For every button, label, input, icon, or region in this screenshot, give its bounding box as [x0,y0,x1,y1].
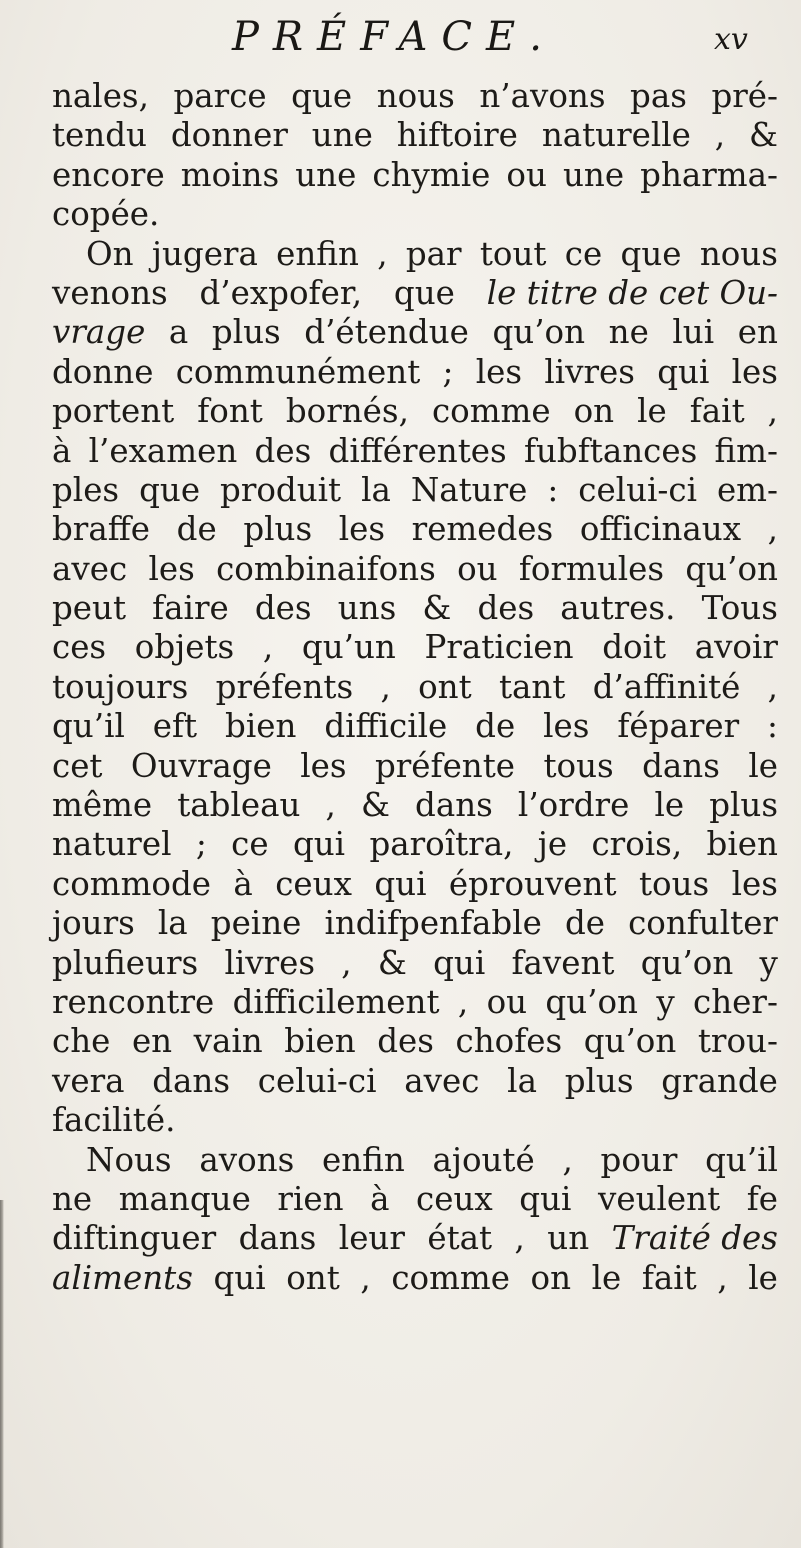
word: vera [52,1061,125,1100]
text-line [52,274,778,313]
word: des [377,1022,434,1061]
word: Nature [410,470,528,509]
running-title: PRÉFACE. [232,14,556,60]
word: , [717,1258,728,1297]
text-line [52,353,778,392]
word: d’affinité [592,667,741,706]
word: plus [709,786,778,825]
word: par [405,234,462,273]
word: dans [238,1219,317,1258]
word: , [562,1140,573,1179]
word: parce [173,77,267,115]
word: les [475,352,523,391]
word: uns [337,589,397,628]
word: pour [600,1140,678,1179]
word: ont [286,1258,340,1297]
text-line [52,589,778,628]
word: qu’on [685,549,778,588]
text-line [52,1141,778,1180]
word: , [767,510,778,549]
text-line [52,471,778,510]
word: naturelle [541,116,691,155]
word: objets [134,628,235,667]
word: qui [519,1179,572,1218]
word: différentes [328,431,507,470]
word: enfin [321,1140,405,1179]
word: nous [699,234,778,273]
word: tous [638,864,710,903]
word: tableau [177,786,301,825]
text-line [52,235,778,274]
word: dans [152,1061,231,1100]
word: hiftoire [396,116,518,155]
word: lui [672,313,715,352]
word: ces [52,628,107,667]
text-line [52,116,778,155]
word: peut [52,589,127,628]
word: faire [152,589,229,628]
word: & [377,943,407,982]
word: jours [52,904,135,943]
word: paroîtra, [369,825,514,864]
word: ou [457,549,498,588]
text-line [52,1219,778,1258]
text-line [52,786,778,825]
word: fait [689,392,745,431]
word: bien [706,825,778,864]
word: ne [608,313,649,352]
word: comme [431,392,551,431]
word: même [52,786,153,825]
word: che [52,1022,111,1061]
word: qui [213,1258,266,1297]
word: ce [231,825,269,864]
word: ne [52,1179,93,1218]
word: bien [225,707,297,746]
word: éprouvent [448,864,617,903]
word: portent [52,392,175,431]
word: toujours [52,667,189,706]
word: peine [210,904,302,943]
word: On [86,234,134,273]
word: vain [193,1022,263,1061]
word: Tous [701,589,778,628]
word: facilité. [52,1101,176,1140]
word: trou- [697,1022,778,1061]
word: encore [52,155,165,194]
word: em- [716,470,778,509]
text-line [52,432,778,471]
word: le [654,786,685,825]
word: remedes [411,510,554,549]
word: diftinguer [52,1219,217,1258]
word: eft [152,707,198,746]
word: en [131,1022,173,1061]
word: en [737,313,778,352]
word: , [377,234,388,273]
word: , [767,667,778,706]
word: : [547,470,559,509]
word: fubftances [523,431,698,470]
word: les [543,707,590,746]
word: de [176,510,217,549]
text-line [52,707,778,746]
word: que [139,470,201,509]
word: tant [498,667,566,706]
word: je [537,825,568,864]
word: : [767,707,778,746]
text-line [52,904,778,943]
word: le [748,746,778,785]
word: & [360,786,390,825]
word: , [380,667,391,706]
word: une [295,155,357,194]
word: ou [486,982,528,1021]
word: commode [52,864,212,903]
word: veulent [598,1179,721,1218]
word: avec [52,549,128,588]
word: ples [52,470,120,509]
word: , [360,1258,371,1297]
word: livres [544,352,635,391]
word: ceux [275,864,352,903]
word: indifpenfable [324,904,542,943]
word: nous [376,77,455,115]
text-line [52,156,778,195]
word: d’étendue [304,313,469,352]
word: un [547,1219,590,1258]
word: braffe [52,510,151,549]
word: naturel [52,825,172,864]
word: qu’on [583,1022,677,1061]
word: bien [284,1022,356,1061]
word: , [325,786,336,825]
word: qu’on [545,982,638,1021]
body-text [52,77,778,1298]
word: fe [746,1179,778,1218]
word: état [427,1219,493,1258]
word: venons [52,273,168,312]
text-line [52,1062,778,1101]
word: l’ordre [517,786,630,825]
word: manque [118,1179,251,1218]
word: l’examen [88,431,238,470]
word: cet [52,746,103,785]
word: , [514,1219,525,1258]
word: tous [543,746,614,785]
word: qu’on [492,313,586,352]
word: Praticien [424,628,574,667]
word: qu’on [640,943,734,982]
page-number: xv [714,22,748,57]
word: bornés, [285,392,409,431]
word: Traité des [611,1219,778,1258]
word: Nous [86,1140,172,1179]
word: dans [642,746,720,785]
text-line [52,510,778,549]
word: celui-ci [257,1061,377,1100]
text-line [52,1101,778,1140]
word: qu’un [301,628,396,667]
word: qui [374,864,427,903]
word: , [767,392,778,431]
word: les [731,864,778,903]
word: qu’il [705,1140,778,1179]
word: livres [224,943,316,982]
word: officinaux [579,510,742,549]
word: Ouvrage [130,746,272,785]
word: jugera [151,234,258,273]
word: d’expofer, [199,273,363,312]
word: , [457,982,469,1021]
text-line [52,77,778,116]
word: copée. [52,195,160,234]
text-line [52,1259,778,1298]
word: cher- [693,982,778,1021]
word: ont [418,667,472,706]
word: de [475,707,516,746]
word: & [749,116,778,155]
word: une [311,116,373,155]
word: le [637,392,667,431]
word: comme [391,1258,510,1297]
word: ou [506,155,547,194]
word: y [759,943,778,982]
word: que [393,273,455,312]
word: ce [564,234,603,273]
word: on [530,1258,572,1297]
word: tout [479,234,547,273]
text-line [52,628,778,667]
text-line [52,195,778,234]
text-line [52,550,778,589]
word: des [477,589,535,628]
word: la [507,1061,537,1100]
word: à [370,1179,390,1218]
word: difficilement [232,982,440,1021]
page-edge-shadow [0,1200,4,1548]
word: pharma- [640,155,778,194]
word: enfin [276,234,359,273]
word: , [714,116,726,155]
word: les [338,510,386,549]
word: fait [641,1258,697,1297]
word: préfents [215,667,354,706]
word: avoir [694,628,778,667]
text-line [52,1022,778,1061]
word: n’avons [479,77,606,115]
page-header [0,12,801,72]
word: , [262,628,274,667]
text-line [52,865,778,904]
word: plus [243,510,313,549]
word: pas [630,77,687,115]
word: avons [199,1140,295,1179]
word: confulter [628,904,778,943]
word: rencontre [52,982,215,1021]
word: difficile [324,707,448,746]
word: plus [211,313,281,352]
word: doit [602,628,667,667]
word: ajouté [432,1140,535,1179]
word: les [300,746,347,785]
word: nales, [52,77,149,115]
word: vrage [52,313,146,352]
word: communément [175,352,421,391]
word: qui [433,943,486,982]
word: qu’il [52,707,125,746]
word: dans [415,786,493,825]
word: combinaifons [216,549,436,588]
word: , [341,943,352,982]
word: grande [661,1061,778,1100]
text-line [52,825,778,864]
word: on [573,392,615,431]
word: y [656,982,675,1021]
word: chymie [372,155,491,194]
text-line [52,747,778,786]
word: féparer [617,707,740,746]
text-line [52,392,778,431]
word: le titre de cet Ou- [486,273,778,312]
word: de [564,904,605,943]
text-line [52,668,778,707]
word: préfente [374,746,516,785]
word: celui-ci [578,470,697,509]
word: chofes [455,1022,563,1061]
word: la [157,904,188,943]
word: leur [338,1219,405,1258]
word: à [233,864,253,903]
word: avec [404,1061,480,1100]
word: à [52,431,72,470]
word: ; [195,825,207,864]
word: ; [442,352,454,391]
word: ceux [416,1179,493,1218]
word: tendu [52,116,147,155]
word: formules [518,549,665,588]
text-line [52,313,778,352]
word: une [562,155,625,194]
word: plufieurs [52,943,199,982]
word: rien [277,1179,344,1218]
word: font [197,392,263,431]
word: pré- [711,77,778,115]
word: aliments [52,1258,193,1297]
text-line [52,944,778,983]
word: des [254,589,312,628]
text-line [52,983,778,1022]
word: donner [170,116,288,155]
word: fim- [714,431,778,470]
word: a [168,313,189,352]
word: produit [220,470,342,509]
word: le [748,1258,778,1297]
word: des [254,431,312,470]
word: crois, [591,825,683,864]
word: qui [292,825,346,864]
word: que [620,234,682,273]
text-line [52,1180,778,1219]
word: les [731,352,778,391]
word: moins [180,155,280,194]
word: donne [52,352,154,391]
word: favent [511,943,615,982]
word: la [361,470,391,509]
word: & [422,589,452,628]
word: les [148,549,195,588]
word: qui [657,352,710,391]
word: plus [564,1061,634,1100]
word: autres. [560,589,676,628]
word: que [291,77,353,115]
word: le [591,1258,622,1297]
